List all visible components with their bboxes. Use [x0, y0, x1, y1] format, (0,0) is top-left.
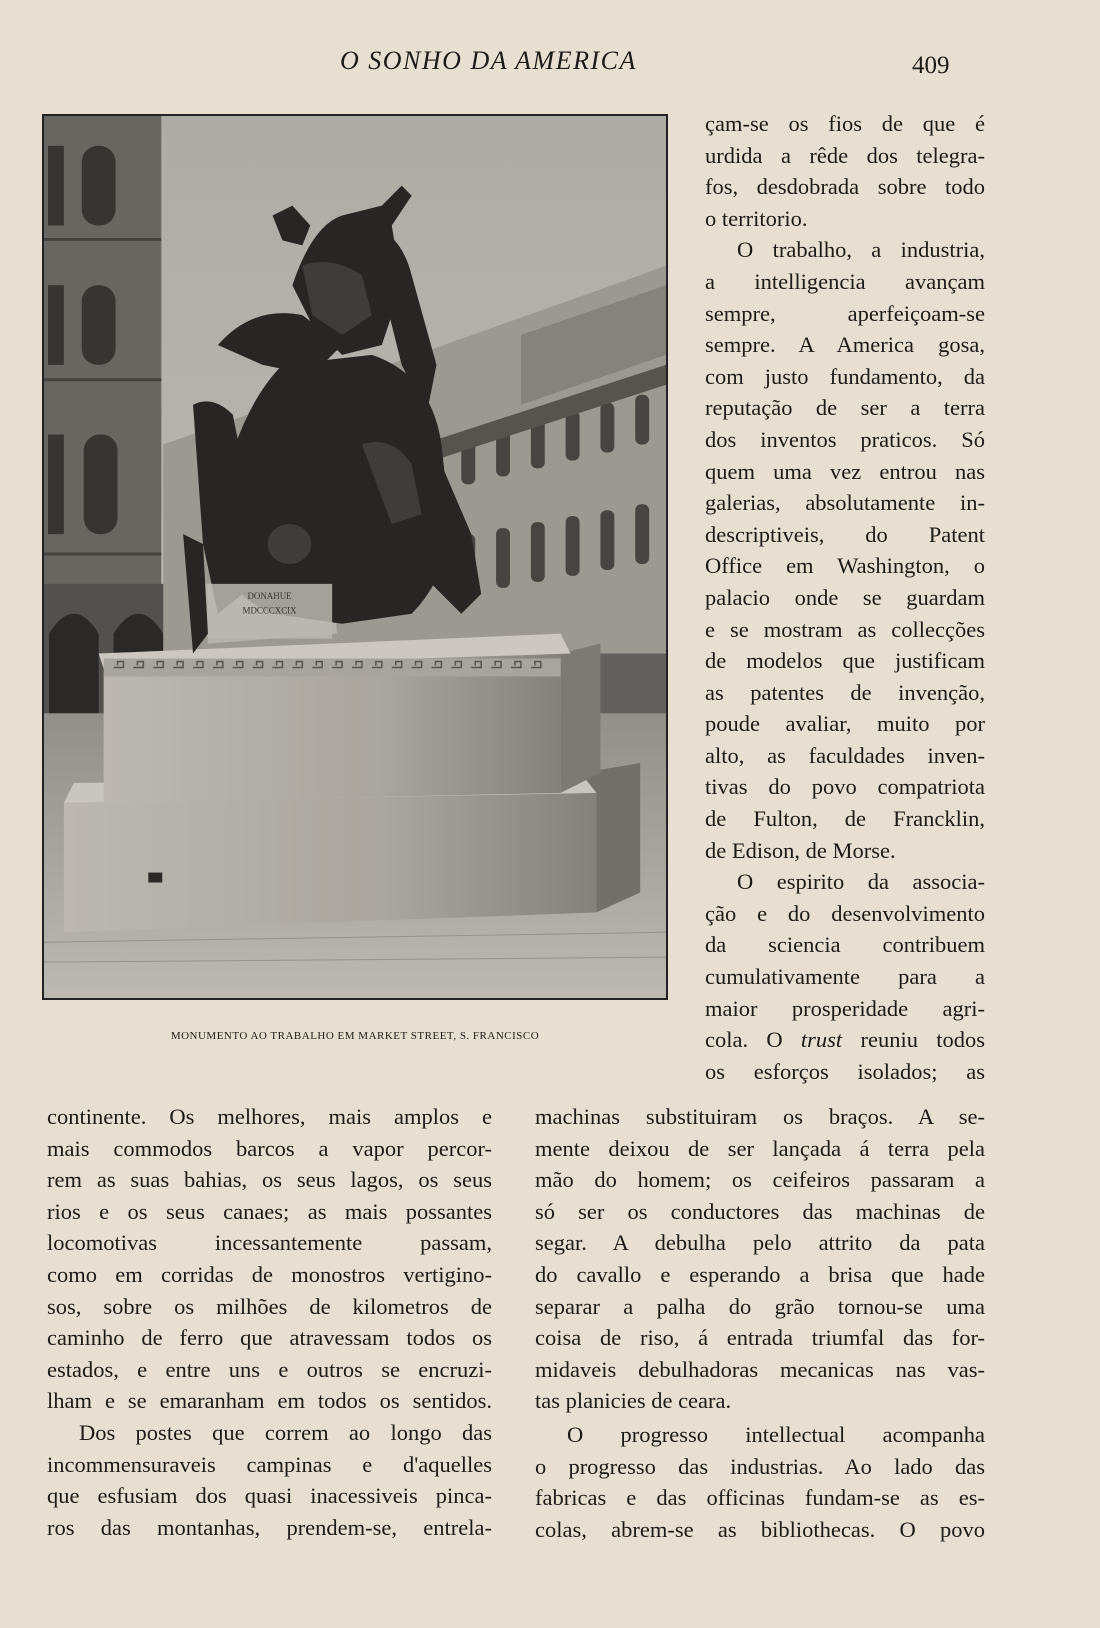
text-fragment: reuniu todos — [842, 1027, 985, 1053]
text-line: com justo fundamento, da — [705, 363, 985, 389]
text-line: maior prosperidade agri- — [705, 995, 985, 1021]
monument-illustration — [44, 116, 666, 998]
text-line: urdida a rêde dos telegra- — [705, 142, 985, 168]
text-line: mais commodos barcos a vapor percor- — [47, 1135, 492, 1161]
text-line: colas, abrem-se as bibliothecas. O povo — [535, 1516, 985, 1542]
text-line: dos inventos praticos. Só — [705, 426, 985, 452]
paragraph — [705, 234, 985, 866]
text-line: galerias, absolutamente in- — [705, 490, 985, 516]
text-line: caminho de ferro que atravessam todos os — [47, 1325, 492, 1351]
bottom-left-column-text — [47, 1101, 492, 1543]
text-line: como em corridas de monostros vertigino- — [47, 1261, 492, 1287]
running-title: O SONHO DA AMERICA — [340, 46, 637, 75]
paragraph — [47, 1417, 492, 1543]
text-line: de modelos que justificam — [705, 648, 985, 674]
text-line: cumulativamente para a — [705, 964, 985, 990]
text-line: midaveis debulhadoras mecanicas nas vas- — [535, 1356, 985, 1382]
text-line: poude avaliar, muito por — [705, 711, 985, 737]
text-line: fos, desdobrada sobre todo — [705, 174, 985, 200]
text-line: palacio onde se guardam — [705, 584, 985, 610]
text-line: Office em Washington, o — [705, 553, 985, 579]
text-line: fabricas e das officinas fundam-se as es- — [535, 1485, 985, 1511]
text-line: de Fulton, de Francklin, — [705, 806, 985, 832]
text-line: rios e os seus canaes; as mais possantes — [47, 1198, 492, 1224]
figure-caption: MONUMENTO AO TRABALHO EM MARKET STREET, S. FRANCISCO — [170, 1030, 540, 1042]
paragraph — [705, 108, 985, 234]
page-number: 409 — [912, 52, 950, 79]
text-line: tas planicies de ceara. — [535, 1388, 732, 1414]
monument-photograph — [42, 114, 668, 1000]
text-line: segar. A debulha pelo attrito da pata — [535, 1230, 985, 1256]
text-line: descriptiveis, do Patent — [705, 521, 985, 547]
text-line: incommensuraveis campinas e d'aquelles — [47, 1451, 492, 1477]
text-line: o progresso das industrias. Ao lado das — [535, 1453, 985, 1479]
text-line: ção e do desenvolvimento — [705, 900, 985, 926]
text-line: quem uma vez entrou nas — [705, 458, 985, 484]
text-line: coisa de riso, á entrada triumfal das for- — [535, 1325, 985, 1351]
paragraph — [47, 1101, 492, 1417]
text-line: sempre, aperfeiçoam-se — [705, 300, 985, 326]
text-line: mão do homem; os ceifeiros passaram a — [535, 1167, 985, 1193]
text-line: sos, sobre os milhões de kilometros de — [47, 1293, 492, 1319]
text-line: estados, e entre uns e outros se encruzi- — [47, 1356, 492, 1382]
text-line-trust — [705, 1024, 985, 1056]
text-line: locomotivas incessantemente passam, — [47, 1230, 492, 1256]
text-line: O trabalho, a industria, — [737, 237, 985, 263]
paragraph — [535, 1419, 985, 1545]
plaque-line-1: DONAHUE — [247, 590, 292, 601]
text-line: e se mostram as collecções — [705, 616, 985, 642]
bottom-right-column-text — [535, 1101, 985, 1545]
text-line: sempre. A America gosa, — [705, 332, 985, 358]
text-line: o territorio. — [705, 205, 808, 231]
text-line: continente. Os melhores, mais amplos e — [47, 1104, 492, 1129]
text-fragment: cola. O — [705, 1027, 801, 1053]
text-line: separar a palha do grão tornou-se uma — [535, 1293, 985, 1319]
text-line: O progresso intellectual acompanha — [567, 1421, 985, 1447]
text-line: machinas substituiram os braços. A se- — [535, 1104, 985, 1129]
text-line: lham e se emaranham em todos os sentidos. — [47, 1388, 492, 1414]
text-line: O espirito da associa- — [737, 869, 985, 895]
text-line: do cavallo e esperando a brisa que hade — [535, 1261, 985, 1287]
text-line: os esforços isolados; as — [705, 1058, 985, 1084]
text-line: de Edison, de Morse. — [705, 837, 896, 863]
italic-word: trust — [800, 1027, 843, 1053]
text-line: mente deixou de ser lançada á terra pela — [535, 1135, 985, 1161]
right-column-text — [705, 108, 985, 1087]
text-line: Dos postes que correm ao longo das — [79, 1419, 492, 1445]
plaque-line-2: MDCCCXCIX — [242, 605, 297, 616]
paragraph — [535, 1101, 985, 1417]
text-line: só ser os conductores das machinas de — [535, 1198, 985, 1224]
text-line: da sciencia contribuem — [705, 932, 985, 958]
text-line: que esfusiam dos quasi inacessiveis pinca- — [47, 1483, 492, 1509]
text-line: ros das montanhas, prendem-se, entrela- — [47, 1514, 492, 1540]
text-line: alto, as faculdades inven- — [705, 742, 985, 768]
text-line: rem as suas bahias, os seus lagos, os seus — [47, 1167, 492, 1193]
text-line: a intelligencia avançam — [705, 268, 985, 294]
text-line: tivas do povo compatriota — [705, 774, 985, 800]
paragraph — [705, 866, 985, 1087]
text-line: reputação de ser a terra — [705, 395, 985, 421]
text-line: as patentes de invenção, — [705, 679, 985, 705]
text-line: çam-se os fios de que é — [705, 111, 985, 136]
